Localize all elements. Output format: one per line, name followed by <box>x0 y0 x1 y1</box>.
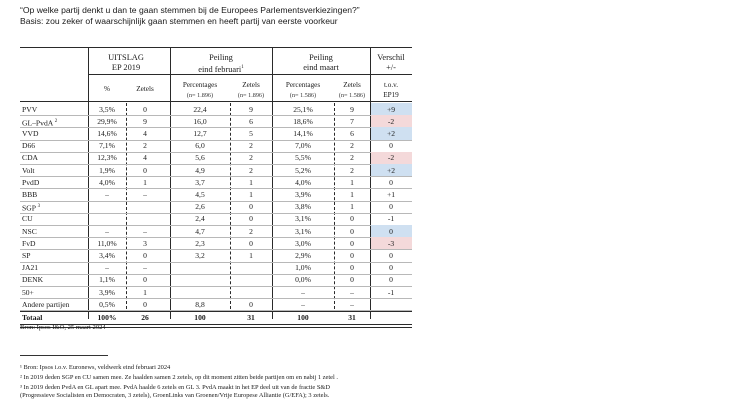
table-cell: 0 <box>249 238 253 248</box>
question-text: “Op welke partij denkt u dan te gaan stemmen bij de Europees Parlementsverkiezingen?” <box>20 5 360 15</box>
table-cell: 1 <box>143 287 147 297</box>
party-name: D66 <box>22 141 36 151</box>
party-name: 50+ <box>22 287 34 297</box>
table-cell: 1 <box>350 177 354 187</box>
table-cell: 0 <box>389 263 393 273</box>
table-cell: +1 <box>386 189 396 199</box>
table-cell: 0 <box>249 299 253 309</box>
table-cell: 3,1% <box>295 226 311 236</box>
table-cell: 0,0% <box>295 275 311 285</box>
table-cell: 2 <box>350 141 354 151</box>
table-cell: 2 <box>249 141 253 151</box>
table-cell: – <box>301 299 305 309</box>
table-cell: – <box>143 263 147 273</box>
table-cell: 0 <box>389 226 393 236</box>
table-cell: 5,6 <box>195 153 205 163</box>
party-name: SP <box>22 250 31 260</box>
table-cell: 0 <box>350 250 354 260</box>
table-cell: – <box>143 226 147 236</box>
col-ep19: EP19 <box>383 91 399 99</box>
table-cell: 3,8% <box>295 202 311 212</box>
table-cell: 0 <box>389 202 393 212</box>
table-cell: -1 <box>387 287 395 297</box>
table-cell: 3 <box>143 238 147 248</box>
party-name: CDA <box>22 153 39 163</box>
col-pct-maart: Percentages <box>285 81 321 89</box>
table-cell: 0 <box>143 275 147 285</box>
footnote-2: ² In 2019 deden SGP en CU samen mee. Ze haalden samen 2 zetels, op dit moment zitten beide partijen om en nabij 1 zetel . <box>20 374 338 381</box>
footnote-1: ¹ Bron: Ipsos i.o.v. Euronews, veldwerk eind februari 2024 <box>20 364 171 371</box>
table-cell: 4,5 <box>195 189 205 199</box>
table-cell: – <box>105 189 109 199</box>
table-cell: 12,7 <box>193 128 207 138</box>
total-cell: 100 <box>194 313 206 323</box>
table-cell: 7 <box>350 116 354 126</box>
party-name: Volt <box>22 165 35 175</box>
total-cell: 26 <box>141 313 149 323</box>
table-cell: – <box>350 299 354 309</box>
table-cell: 0 <box>350 238 354 248</box>
table-cell: 0 <box>350 275 354 285</box>
table-cell: 4,0% <box>99 177 115 187</box>
table-cell: 3,9% <box>99 287 115 297</box>
table-cell: 0 <box>143 299 147 309</box>
table-cell: 2,6 <box>195 202 205 212</box>
col-zetels-maart: Zetels <box>343 81 361 89</box>
table-cell: 7,1% <box>99 141 115 151</box>
table-cell: – <box>105 226 109 236</box>
table-cell: – <box>350 287 354 297</box>
table-cell: 2 <box>249 226 253 236</box>
table-cell: 0 <box>249 214 253 224</box>
table-cell: 22,4 <box>193 104 207 114</box>
table-cell: 11,0% <box>97 238 117 248</box>
table-cell: 1 <box>350 189 354 199</box>
col-zetels-feb: Zetels <box>242 81 260 89</box>
party-name: Andere partijen <box>22 299 70 309</box>
table-cell: 4,7 <box>195 226 205 236</box>
table-cell: 4,0% <box>295 177 311 187</box>
n-feb: (n= 1.896) <box>186 92 214 99</box>
table-cell: 2,4 <box>195 214 205 224</box>
table-cell: 3,9% <box>295 189 311 199</box>
table-cell: 2 <box>249 165 253 175</box>
table-cell: -3 <box>387 238 395 248</box>
n-maart-zetels: (n= 1.586) <box>338 92 366 99</box>
party-name: VVD <box>22 128 39 138</box>
table-cell: 1 <box>249 250 253 260</box>
table-cell: 3,5% <box>99 104 115 114</box>
table-cell: 2 <box>143 141 147 151</box>
table-cell: 0,5% <box>99 299 115 309</box>
table-cell: 0 <box>143 104 147 114</box>
table-cell: 2 <box>350 153 354 163</box>
table-cell: 6 <box>249 116 253 126</box>
table-cell: 5,5% <box>295 153 311 163</box>
party-name: SGP $^3$ <box>22 203 41 213</box>
col-pct-feb: Percentages <box>182 81 218 89</box>
table-cell: 5 <box>249 128 253 138</box>
table-cell: 1,9% <box>99 165 115 175</box>
party-name: CU <box>22 214 33 224</box>
table-cell: 6 <box>350 128 354 138</box>
total-cell: 100 <box>297 313 309 323</box>
col-pct19: % <box>104 85 110 93</box>
table-cell: 0 <box>249 202 253 212</box>
table-cell: 8,8 <box>195 299 205 309</box>
table-cell: 0 <box>143 250 147 260</box>
table-cell: -2 <box>387 153 395 163</box>
total-top-rule <box>20 311 412 312</box>
table-cell: 16,0 <box>193 116 207 126</box>
party-name: NSC <box>22 226 37 236</box>
table-cell: 1,1% <box>99 275 115 285</box>
table-cell: 2 <box>249 153 253 163</box>
table-cell: 6,0 <box>195 141 205 151</box>
table-cell: – <box>143 189 147 199</box>
table-cell: +2 <box>386 128 396 138</box>
survey-question <box>20 5 360 27</box>
header-rule <box>88 74 412 75</box>
source-note: Bron: Ipsos I&O, 25 maart 2024 <box>20 324 106 331</box>
table-cell: 0 <box>389 250 393 260</box>
table-cell: 2 <box>350 165 354 175</box>
footnote-3-continued: (Progressieve Socialisten en Democraten, 3 zetels), GroenLinks van Groenen/Vrije Europese Alliantie (G/EFA); 3 zetels. <box>20 392 330 399</box>
table-cell: 3,7 <box>195 177 205 187</box>
poll-table <box>20 47 412 323</box>
table-cell: -1 <box>387 214 395 224</box>
table-cell: 7,0% <box>295 141 311 151</box>
total-cell: 100% <box>97 313 117 323</box>
subheader-rule <box>20 101 412 102</box>
total-cell: 31 <box>348 313 356 323</box>
table-cell: 1 <box>350 202 354 212</box>
total-cell: 31 <box>247 313 255 323</box>
table-cell: 3,4% <box>99 250 115 260</box>
table-cell: – <box>105 263 109 273</box>
table-cell: 4 <box>143 153 147 163</box>
table-cell: 12,3% <box>97 153 117 163</box>
table-cell: 0 <box>350 263 354 273</box>
header-uitslag: UITSLAG EP 2019 <box>108 53 144 72</box>
table-cell: 3,0% <box>295 238 311 248</box>
party-name: DENK <box>22 275 44 285</box>
header-verschil: Verschil +/- <box>377 53 405 72</box>
table-cell: 9 <box>350 104 354 114</box>
table-cell: 5,2% <box>295 165 311 175</box>
table-cell: 4,9 <box>195 165 205 175</box>
table-cell: 0 <box>350 226 354 236</box>
party-name: BBB <box>22 189 38 199</box>
col-zetels19: Zetels <box>136 85 154 93</box>
basis-text: Basis: zou zeker of waarschijnlijk gaan stemmen en heeft partij van eerste voorkeur <box>20 16 338 26</box>
footnote-rule <box>20 355 108 356</box>
footnote-3: ³ In 2019 deden PvdA en GL apart mee. PvdA haalde 6 zetels en GL 3. PvdA maakt in het EP deel uit van de fractie S&D <box>20 384 331 391</box>
table-cell: 25,1% <box>293 104 313 114</box>
n-maart: (n= 1.586) <box>289 92 317 99</box>
table-cell: – <box>301 287 305 297</box>
total-label: Totaal <box>22 313 43 323</box>
table-cell: 0 <box>389 141 393 151</box>
table-cell: 0 <box>143 165 147 175</box>
table-cell: -2 <box>387 116 395 126</box>
table-cell: 14,1% <box>293 128 313 138</box>
table-cell: 14,6% <box>97 128 117 138</box>
party-name: JA21 <box>22 263 39 273</box>
table-cell: 3,2 <box>195 250 205 260</box>
header-peiling-februari: Peiling eind februari$^1$ <box>198 53 244 74</box>
party-name: PVV <box>22 104 38 114</box>
table-cell: 1 <box>143 177 147 187</box>
col-tov: t.o.v. <box>383 81 399 89</box>
table-cell: 18,6% <box>293 116 313 126</box>
party-name: PvdD <box>22 177 40 187</box>
table-cell: 4 <box>143 128 147 138</box>
n-feb-zetels: (n= 1.896) <box>237 92 265 99</box>
table-cell: 9 <box>143 116 147 126</box>
table-cell: 3,1% <box>295 214 311 224</box>
table-cell: 29,9% <box>97 116 117 126</box>
table-cell: 9 <box>249 104 253 114</box>
table-cell: 1,0% <box>295 263 311 273</box>
table-cell: 0 <box>389 177 393 187</box>
table-cell: 0 <box>350 214 354 224</box>
table-cell: +2 <box>386 165 396 175</box>
table-cell: 1 <box>249 177 253 187</box>
table-cell: 2,9% <box>295 250 311 260</box>
top-rule <box>20 47 412 48</box>
party-name: FvD <box>22 238 36 248</box>
party-name: GL–PvdA $^2$ <box>22 118 58 128</box>
table-cell: 1 <box>249 189 253 199</box>
header-peiling-maart: Peiling eind maart <box>303 53 339 72</box>
table-cell: 0 <box>389 275 393 285</box>
table-cell: 2,3 <box>195 238 205 248</box>
table-cell: +9 <box>386 104 396 114</box>
